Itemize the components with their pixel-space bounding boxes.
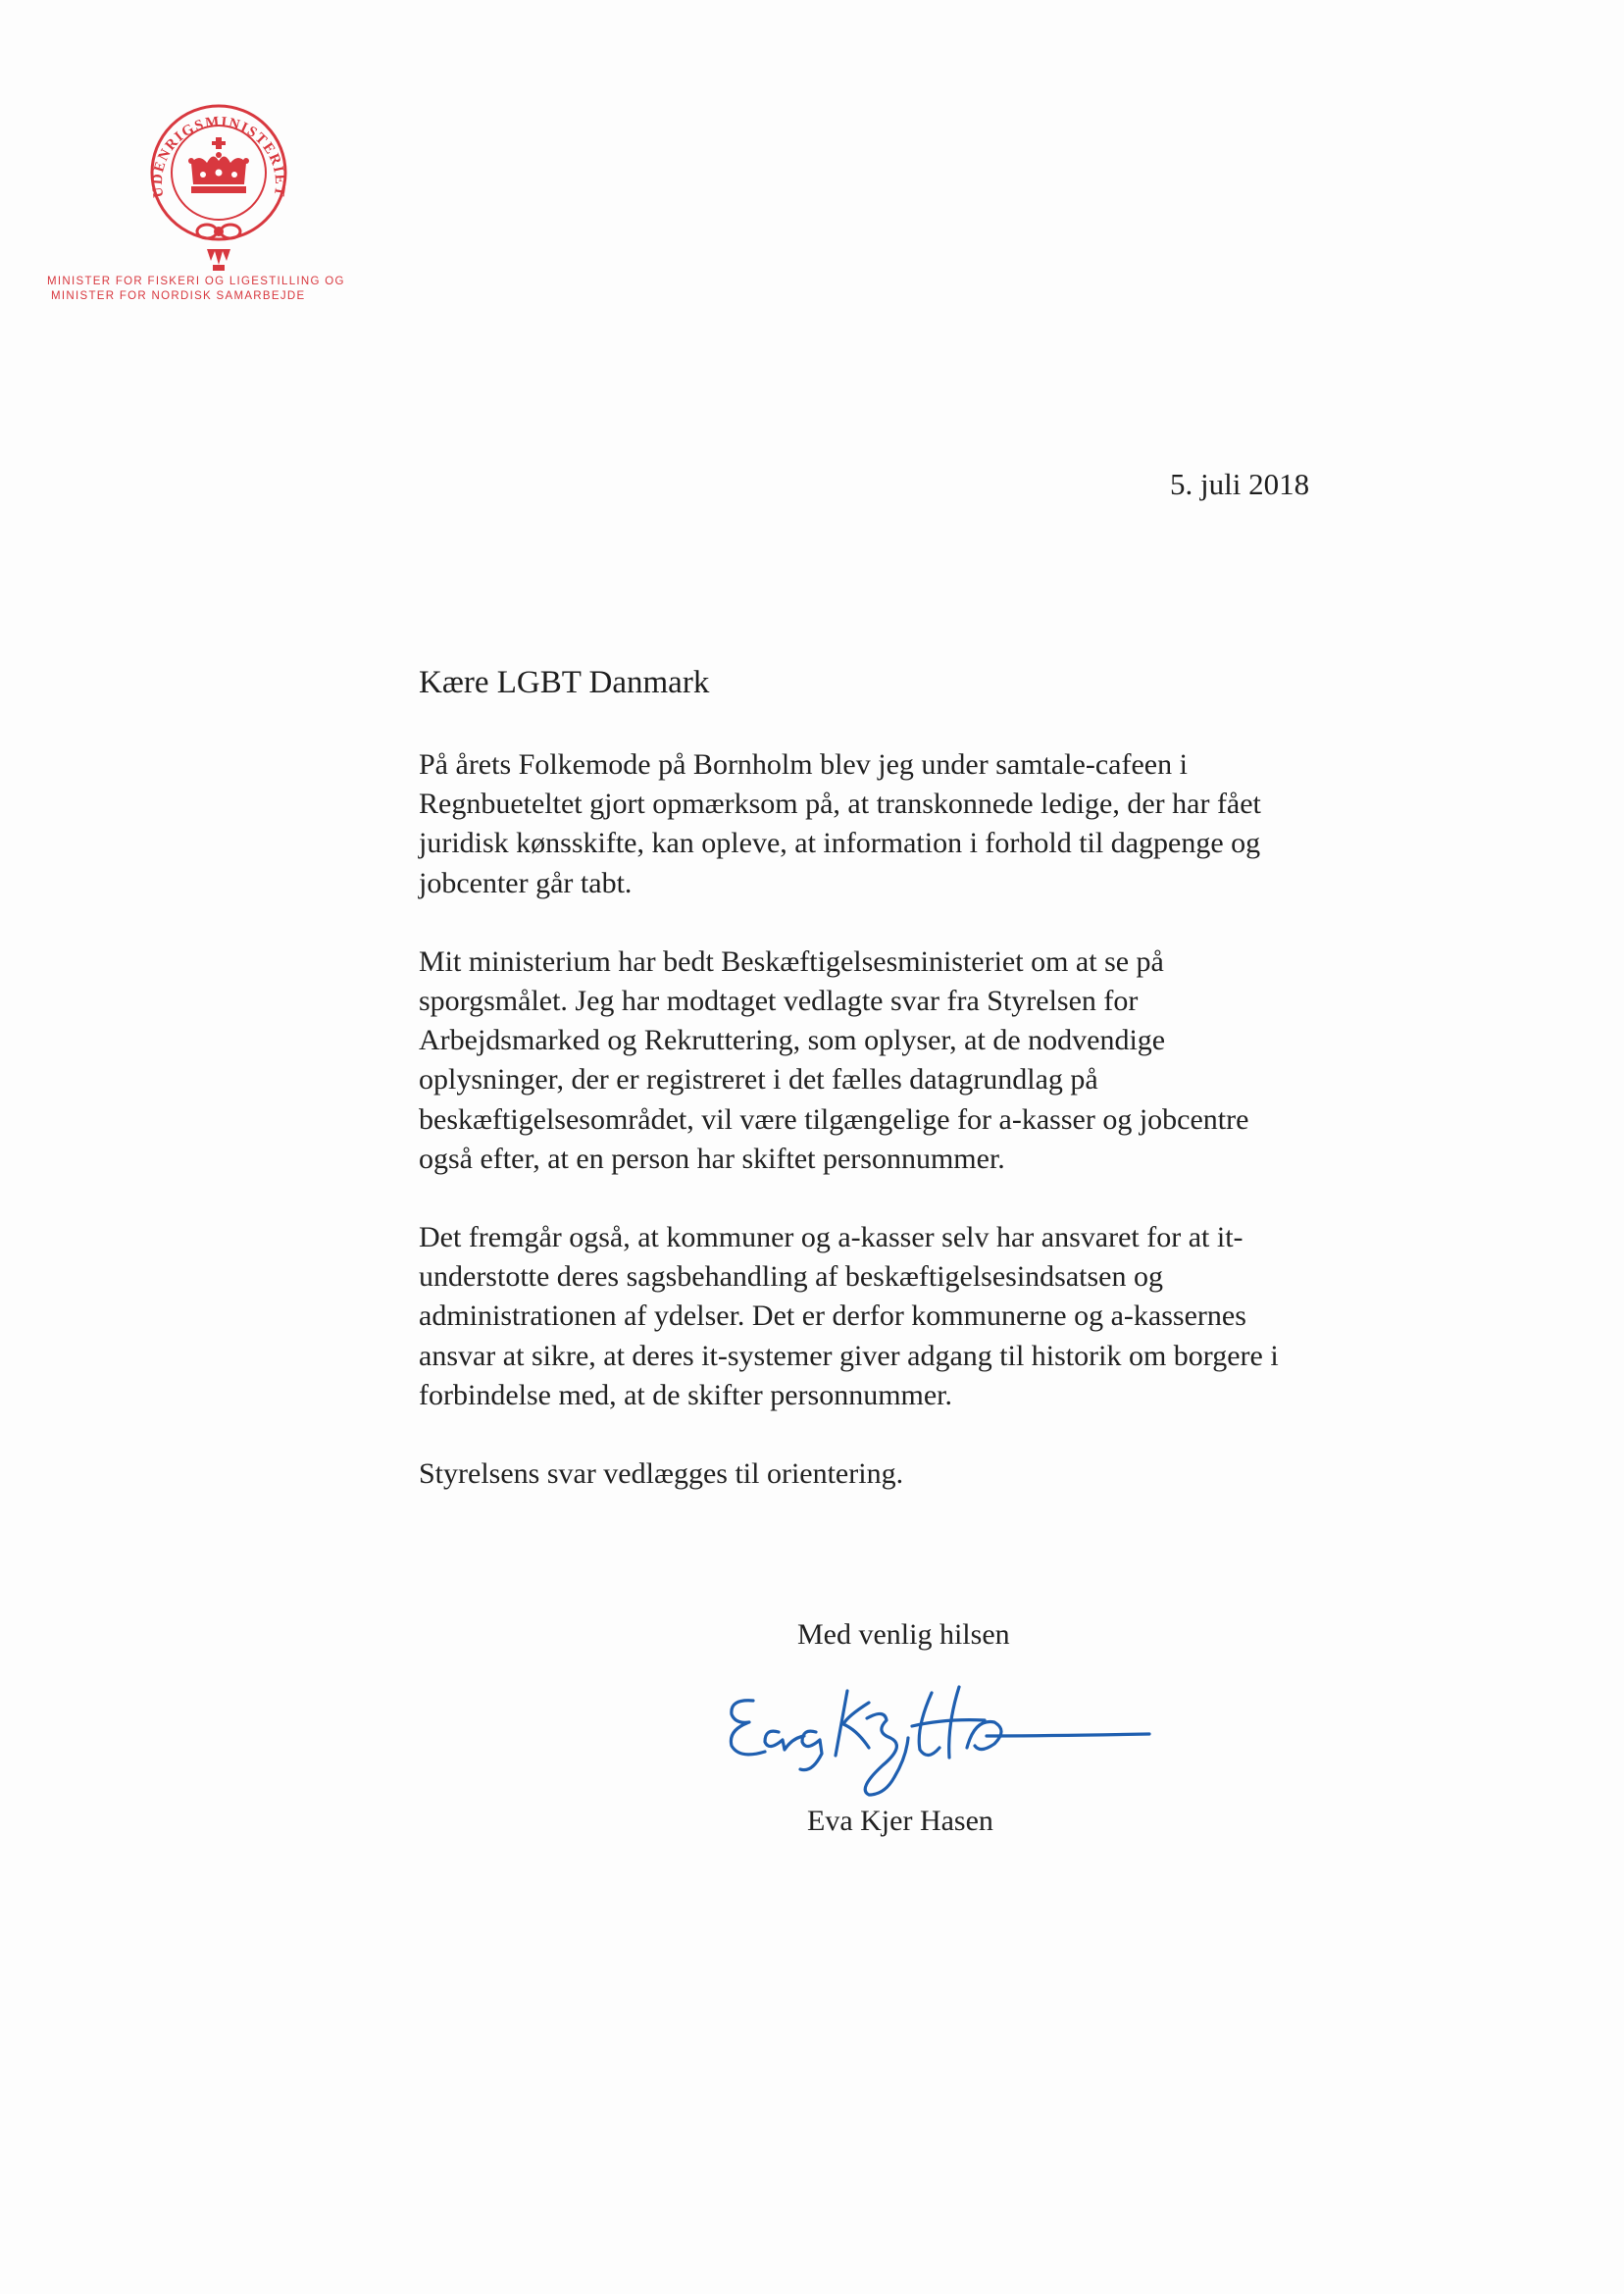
body-line: administrationen af ydelser. Det er derfor kommunerne og a-kassernes [419, 1300, 1246, 1333]
body-line: forbindelse med, at de skifter personnummer. [419, 1378, 953, 1411]
body-line: jobcenter går tabt. [419, 866, 633, 899]
svg-text:UDENRIGSMINISTERIET: UDENRIGSMINISTERIET [149, 114, 288, 199]
ministry-line-2: MINISTER FOR NORDISK SAMARBEJDE [51, 290, 306, 302]
body-line: understotte deres sagsbehandling af beskæftigelsesindsatsen og [419, 1260, 1163, 1294]
ministry-title [47, 275, 345, 304]
body-line: ansvar at sikre, at deres it-systemer giver adgang til historik om borgere i [419, 1339, 1279, 1372]
paragraph-4 [419, 1454, 1419, 1494]
body-line: Regnbueteltet gjort opmærksom på, at transkonnede ledige, der har fået [419, 788, 1261, 821]
body-line: også efter, at en person har skiftet personnummer. [419, 1142, 1005, 1175]
body-line: Mit ministerium har bedt Beskæftigelsesministeriet om at se på [419, 944, 1164, 978]
body-line: sporgsmålet. Jeg har modtaget vedlagte svar fra Styrelsen for [419, 985, 1139, 1018]
letter-date: 5. juli 2018 [1170, 467, 1310, 501]
body-line: Det fremgår også, at kommuner og a-kasser selv har ansvaret for at it- [419, 1221, 1243, 1254]
letter-greeting: Kære LGBT Danmark [419, 665, 710, 700]
ministry-line-1: MINISTER FOR FISKERI OG LIGESTILLING OG [47, 276, 345, 287]
body-line: Styrelsens svar vedlægges til orientering. [419, 1457, 904, 1491]
letter-body [419, 745, 1419, 1533]
signer-name: Eva Kjer Hasen [807, 1805, 993, 1837]
body-line: beskæftigelsesområdet, vil være tilgængelige for a-kasser og jobcentre [419, 1102, 1249, 1136]
ministry-seal-logo [142, 102, 295, 275]
letter-closing: Med venlig hilsen [797, 1618, 1010, 1651]
body-line: oplysninger, der er registreret i det fælles datagrundlag på [419, 1063, 1098, 1096]
paragraph-3 [419, 1218, 1419, 1415]
handwritten-signature [710, 1679, 1153, 1799]
paragraph-2 [419, 943, 1419, 1179]
body-line: juridisk kønsskifte, kan opleve, at information i forhold til dagpenge og [419, 827, 1261, 860]
paragraph-1 [419, 745, 1419, 903]
body-line: Arbejdsmarked og Rekruttering, som oplyser, at de nodvendige [419, 1024, 1166, 1057]
body-line: På årets Folkemode på Bornholm blev jeg under samtale-cafeen i [419, 748, 1188, 781]
